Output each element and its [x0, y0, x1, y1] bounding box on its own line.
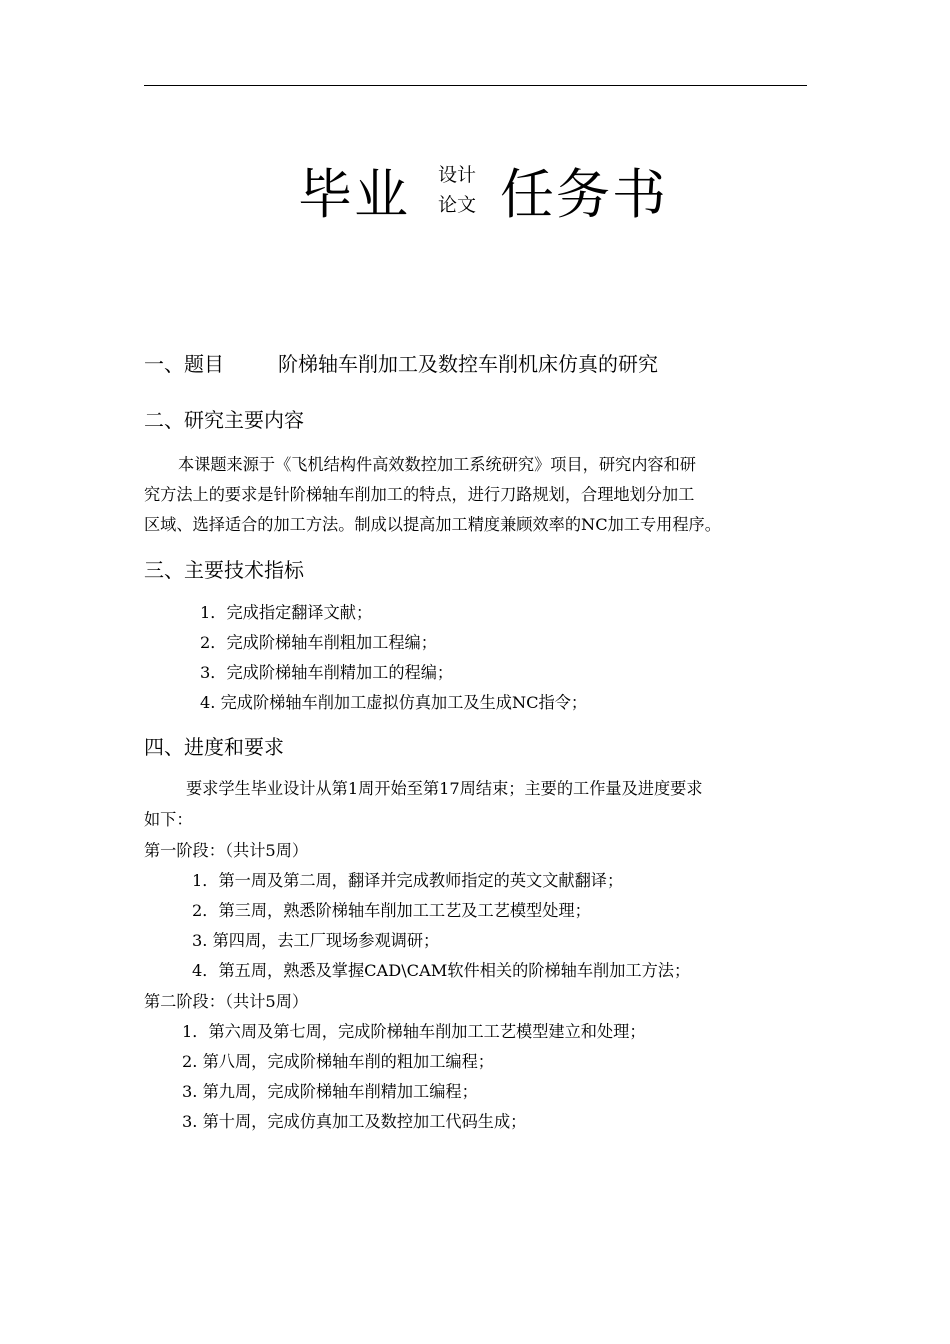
- tech-item: 2．完成阶梯轴车削粗加工程编；: [200, 633, 437, 652]
- phase1-item: 2．第三周，熟悉阶梯轴车削加工工艺及工艺模型处理；: [192, 901, 591, 920]
- progress-intro-line: 如下：: [144, 810, 193, 829]
- tech-heading: 三、主要技术指标: [144, 558, 304, 582]
- phase1-item: 1．第一周及第二周，翻译并完成教师指定的英文文献翻译；: [192, 871, 624, 890]
- title-stack-bottom: 论文: [438, 194, 477, 216]
- topic-text: 阶梯轴车削加工及数控车削机床仿真的研究: [278, 352, 658, 376]
- content-line: 本课题来源于《飞机结构件高效数控加工系统研究》项目，研究内容和研: [178, 455, 696, 474]
- content-heading: 二、研究主要内容: [144, 408, 304, 432]
- phase2-item: 3. 第九周，完成阶梯轴车削精加工编程；: [182, 1082, 478, 1101]
- content-line: 区域、选择适合的加工方法。制成以提高加工精度兼顾效率的NC加工专用程序。: [144, 515, 721, 534]
- phase2-item: 1．第六周及第七周，完成阶梯轴车削加工工艺模型建立和处理；: [182, 1022, 646, 1041]
- phase1-item: 3. 第四周，去工厂现场参观调研；: [192, 931, 440, 950]
- phase2-item: 2. 第八周，完成阶梯轴车削的粗加工编程；: [182, 1052, 494, 1071]
- header-rule: [144, 85, 807, 86]
- phase2-label: 第二阶段：（共计5周）: [144, 992, 309, 1011]
- phase2-item: 3. 第十周，完成仿真加工及数控加工代码生成；: [182, 1112, 527, 1131]
- tech-item: 4. 完成阶梯轴车削加工虚拟仿真加工及生成NC指令；: [200, 693, 588, 712]
- content-line: 究方法上的要求是针阶梯轴车削加工的特点，进行刀路规划，合理地划分加工: [144, 485, 695, 504]
- progress-heading: 四、进度和要求: [144, 735, 284, 759]
- title-stack-top: 设计: [438, 164, 477, 186]
- title-right: 任务书: [500, 163, 668, 226]
- tech-item: 3．完成阶梯轴车削精加工的程编；: [200, 663, 454, 682]
- progress-intro-line: 要求学生毕业设计从第1周开始至第17周结束；主要的工作量及进度要求: [186, 779, 703, 798]
- topic-heading: 一、题目: [144, 352, 224, 376]
- title-left: 毕业: [298, 163, 410, 226]
- tech-item: 1．完成指定翻译文献；: [200, 603, 373, 622]
- phase1-label: 第一阶段：（共计5周）: [144, 841, 309, 860]
- document-title: [0, 158, 950, 238]
- phase1-item: 4．第五周，熟悉及掌握CAD\CAM软件相关的阶梯轴车削加工方法；: [192, 961, 691, 980]
